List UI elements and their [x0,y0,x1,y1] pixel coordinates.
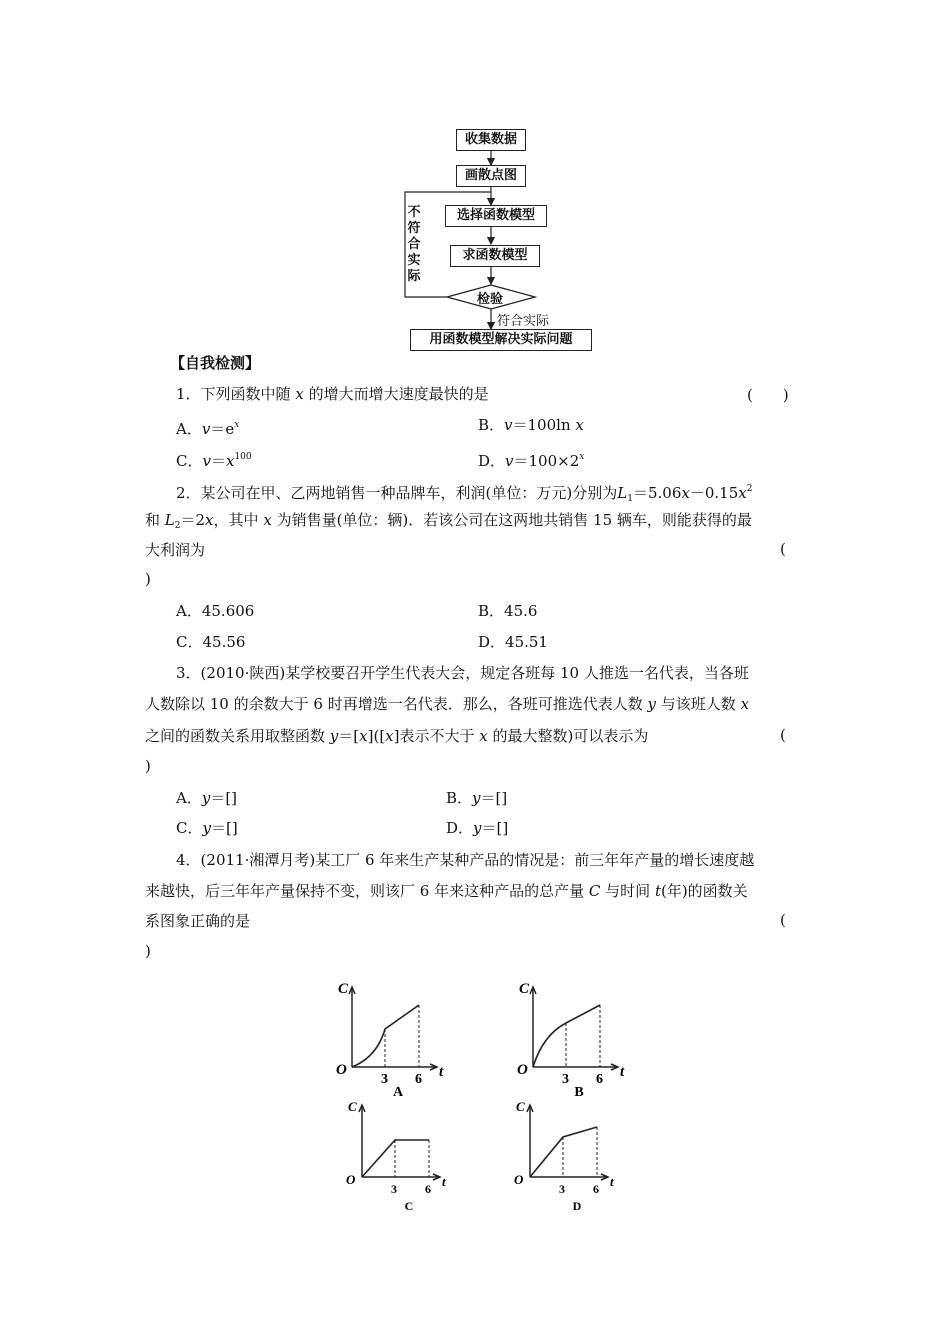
var-C: C [588,882,601,900]
option-sup: x [234,420,240,430]
q4-line-2 [145,881,748,901]
var-x: x [359,727,368,745]
q1-text-b: 的增大而增大速度最快的是 [308,385,489,403]
option-label: C． [176,452,203,470]
x-axis-label: t [439,1064,444,1080]
flow-collect-data: 收集数据 [456,129,526,151]
graph-option-label: B [574,1085,584,1100]
var-y: y [647,695,656,713]
q2-text: 某公司在甲、乙两地销售一种品牌车，利润(单位：万元)分别为 [200,484,618,502]
option-label: D． [478,452,506,470]
tick-label-3: 3 [391,1182,397,1196]
option-expr: ＝[] [480,789,508,807]
option-label: B． [446,789,473,807]
q1-number: 1． [176,385,201,403]
q3-option-d [446,818,508,838]
q3-expr: ＝[ [338,727,360,745]
x-axis-label: t [442,1174,446,1189]
q2-option-d: D．45.51 [478,633,548,651]
option-label: D． [446,819,474,837]
option-sup: 100 [234,452,252,462]
var-x: x [740,695,750,713]
var-x: x [738,484,747,502]
var-y: y [473,819,482,837]
q4-option-graphs [320,975,660,1220]
q1-answer-paren: ( ) [747,386,789,404]
q3-expr: ]([ [367,727,386,745]
x-axis-label: t [610,1174,614,1189]
q3-text: 人数除以 10 的余数大于 6 时再增选一名代表．那么，各班可推选代表人数 [145,695,643,713]
var-t: t [654,882,661,900]
origin-label: O [517,1062,528,1078]
flow-not-fit: 不符合实际 [407,205,421,284]
q2-expr: －0.15 [689,484,739,502]
q2-number: 2． [176,484,201,502]
q2-option-c: C．45.56 [176,633,246,651]
q4-text: 与时间 [605,882,651,900]
option-expr: ＝e [210,420,235,438]
tick-label-3: 3 [381,1072,388,1087]
q1-option-c [176,447,252,471]
q3-text: 的最大整数)可以表示为 [492,727,649,745]
var-L: L [617,484,628,502]
var-x: x [205,511,214,529]
option-label: B． [478,416,505,434]
tick-label-3: 3 [559,1182,565,1196]
flow-fit: 符合实际 [497,314,550,329]
option-expr: ＝100×2 [513,452,580,470]
option-expr: ＝100ln [512,416,576,434]
var-L: L [164,511,175,529]
graph-option-label: A [392,1085,404,1100]
option-expr: ＝[] [210,819,238,837]
origin-label: O [336,1062,347,1078]
q1-var: x [295,385,304,403]
q2-option-b: B．45.6 [478,602,538,620]
y-axis-label: C [519,981,530,997]
tick-label-6: 6 [425,1182,431,1196]
q2-paren-open: ( [780,540,786,558]
var-y: y [329,727,339,745]
q3-text: ]表示不大于 [393,727,475,745]
q3-paren-close: ) [145,757,151,775]
q3-line-3 [145,726,648,746]
q1-text: 下列函数中随 [200,385,291,403]
flow-check: 检验 [477,292,504,307]
q4-text: (2011·湘潭月考)某工厂 6 年来生产某种产品的情况是：前三年年产量的增长速度越 [200,851,755,869]
q3-line-2 [145,694,749,714]
q2-line-1 [176,479,752,509]
var-x: x [681,484,690,502]
y-axis-label: C [338,981,349,997]
tick-label-3: 3 [562,1072,569,1087]
option-var: v [504,416,513,434]
q2-option-a: A．45.606 [176,602,255,620]
var-y: y [202,819,211,837]
q2-expr: ＝5.06 [632,484,682,502]
q3-number: 3． [176,664,201,682]
q1-option-d [478,447,584,471]
graph-option-label: C [404,1199,414,1213]
var-y: y [201,789,211,807]
option-sup: x [579,452,585,462]
y-axis-label: C [516,1099,525,1114]
var-y: y [472,789,481,807]
q2-paren-close: ) [145,570,151,588]
graph-option-label: D [572,1199,582,1213]
option-var: v [202,452,211,470]
q4-text: (年)的函数关 [660,882,748,900]
flow-choose-model: 选择函数模型 [445,205,547,227]
q1-option-a [176,415,239,439]
option-var: v [201,420,211,438]
q3-option-c [176,818,238,838]
x-axis-label: t [620,1064,625,1080]
option-x: x [225,452,235,470]
flow-apply-model: 用函数模型解决实际问题 [410,329,592,351]
q3-line-1 [176,663,749,683]
flow-scatter-plot: 画散点图 [456,165,526,187]
tick-label-6: 6 [593,1182,599,1196]
q3-text: 与该班人数 [660,695,736,713]
q4-text: 来越快，后三年年产量保持不变，则该厂 6 年来这种产品的总产量 [145,882,585,900]
q3-option-b [446,788,507,808]
q4-paren-close: ) [145,942,151,960]
option-x: x [575,416,584,434]
option-expr: ＝[] [210,789,238,807]
q4-line-3: 系图象正确的是 [145,912,251,930]
option-expr: ＝ [210,452,226,470]
y-axis-label: C [348,1099,357,1114]
origin-label: O [346,1172,356,1187]
option-label: A． [176,789,202,807]
tick-label-6: 6 [596,1072,603,1087]
option-label: A． [176,420,202,438]
q2-line-2 [145,510,752,536]
option-label: C． [176,819,203,837]
section-title: 【自我检测】 [170,354,261,372]
var-x: x [385,727,394,745]
q2-line-3: 大利润为 [145,541,206,559]
subscript: 1 [627,494,633,504]
q3-text: (2010·陕西)某学校要召开学生代表大会，规定各班每 10 人推选一名代表，当各班 [200,664,749,682]
q1-stem [176,384,489,404]
q3-paren-open: ( [780,726,786,744]
q1-option-b [478,415,584,435]
q3-text: 之间的函数关系用取整函数 [145,727,326,745]
q4-number: 4． [176,851,201,869]
q2-text: 为销售量(单位：辆)．若该公司在这两地共销售 15 辆车，则能获得的最 [276,511,752,529]
flow-solve-model: 求函数模型 [450,245,540,267]
q4-paren-open: ( [780,911,786,929]
option-expr: ＝[] [481,819,509,837]
q3-option-a [176,788,237,808]
q4-line-1 [176,850,754,870]
q2-text: 和 [145,511,161,529]
var-x: x [263,511,272,529]
subscript: 2 [174,521,181,531]
q2-text: ，其中 [213,511,259,529]
q2-expr: ＝2 [180,511,206,529]
var-x: x [479,727,488,745]
option-var: v [505,452,514,470]
origin-label: O [514,1172,524,1187]
tick-label-6: 6 [415,1072,422,1087]
superscript: 2 [746,484,753,494]
